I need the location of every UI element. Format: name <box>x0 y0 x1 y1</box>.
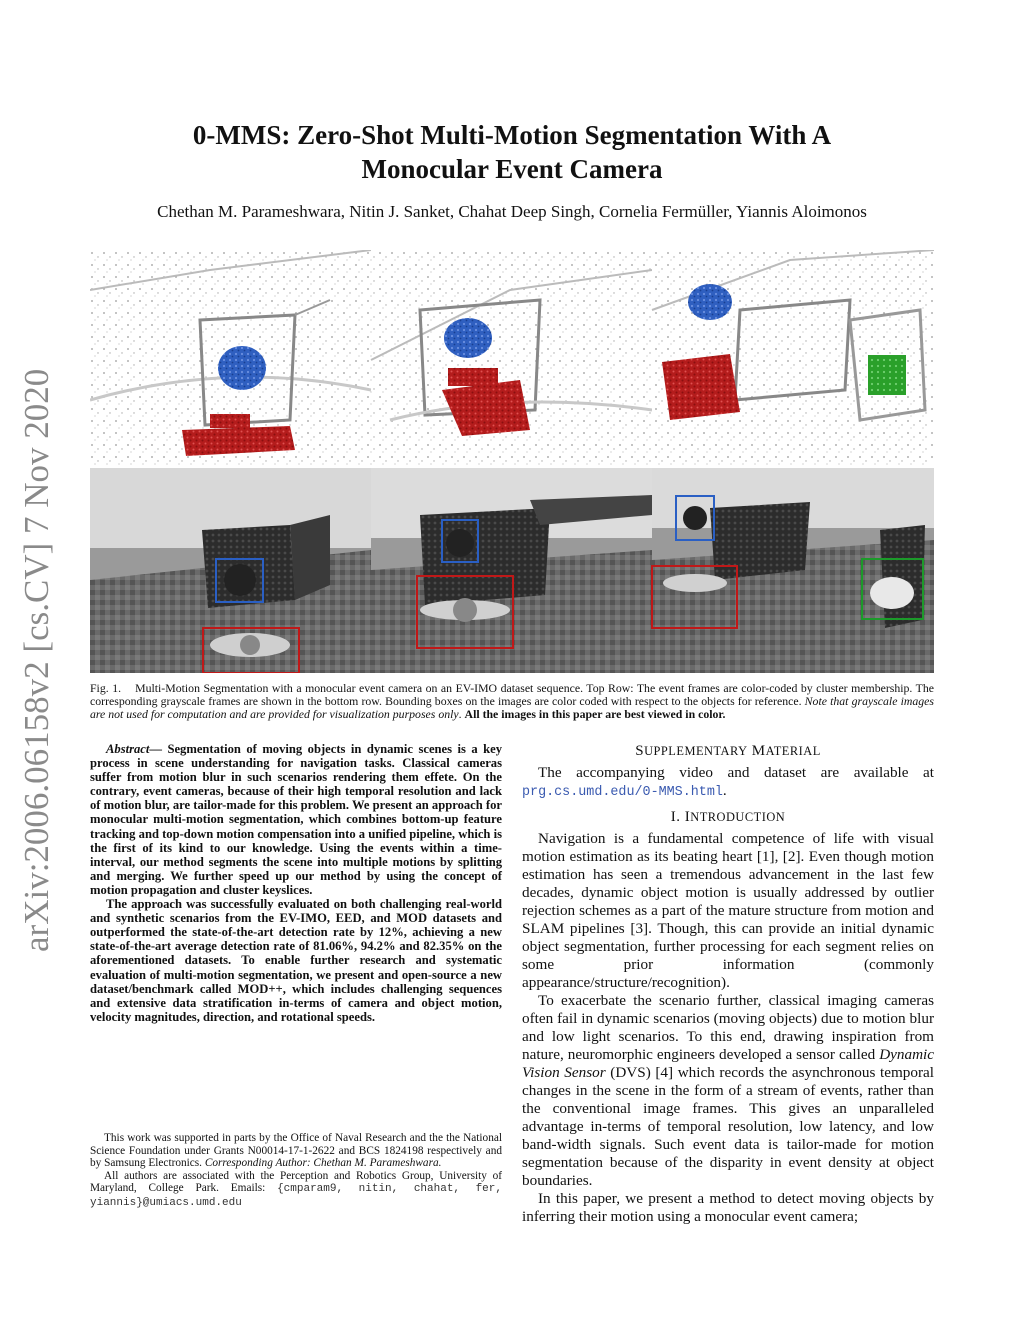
figure-caption: Fig. 1. Multi-Motion Segmentation with a monocular event camera on an EV-IMO dataset sequence. Top Row: The event frames are color-coded by cluster membership. The corresponding grayscale frames are shown in the bottom row. Bounding boxes on the images are color coded with respect to the objects for reference. Note that grayscale images are not used for computation and are provided for visualization purposes only. All the images in this paper are best viewed in color. <box>90 681 935 722</box>
grayscale-frame-3 <box>652 468 934 673</box>
title-line-1: 0-MMS: Zero-Shot Multi-Motion Segmentation With A <box>192 120 832 150</box>
caption-bold: All the images in this paper are best viewed in color. <box>464 707 726 722</box>
caption-label: Fig. 1. <box>90 681 122 695</box>
grayscale-frame-1 <box>90 468 371 673</box>
supplementary-link[interactable]: prg.cs.umd.edu/0-MMS.html <box>522 785 723 800</box>
intro-paragraph-1: Navigation is a fundamental competence of life with visual motion estimation as its beating heart [1], [2]. Even though motion estimation has seen a tremendous advancement in the last few decades, dynamic object motion is usually addressed by outlier rejection schemes as a part of the mature structure from motion and SLAM pipelines [3]. Though, this can provide an initial dynamic object segmentation, further processing for each segment relies on some prior information (commonly appearance/structure/recognition). <box>522 830 934 991</box>
title-line-2: Monocular Event Camera <box>361 154 663 184</box>
event-frame-3 <box>652 250 934 468</box>
intro-paragraph-2a: To exacerbate the scenario further, classical imaging cameras often fail in dynamic scenarios (moving objects) due to motion blur and low light scenarios. To this end, drawing inspiration from nature, neuromorphic engineers developed a sensor called <box>522 992 934 1063</box>
figure-1 <box>90 250 934 673</box>
event-frame-1 <box>90 250 371 468</box>
abstract-label: Abstract <box>106 742 150 756</box>
footnote-funding: This work was supported in parts by the Office of Naval Research and the the National Science Foundation under Grants N00014-17-1-2622 and BCS 1824198 respectively and by Samsung Electronics. <box>90 1132 502 1170</box>
footnote-corresponding: Corresponding Author: Chethan M. Parameshwara. <box>204 1157 442 1170</box>
abstract <box>90 742 502 1024</box>
arxiv-stamp: arXiv:2006.06158v2 [cs.CV] 7 Nov 2020 <box>17 368 56 952</box>
paper-title <box>110 118 914 186</box>
abstract-dash: — <box>149 742 162 756</box>
supplementary-heading: SUPPLEMENTARY MATERIAL <box>635 743 821 759</box>
grayscale-frame-2 <box>371 468 652 673</box>
supplementary-text: The accompanying video and dataset are available at <box>538 764 934 781</box>
footnote-emails: {cmparam9, nitin, chahat, fer, yiannis}@umiacs.umd.edu <box>90 1183 502 1209</box>
caption-italic: Note that grayscale images are not used for computation and are provided for visualization purposes only <box>90 694 935 722</box>
abstract-paragraph-1: Segmentation of moving objects in dynamic scenes is a key process in scene understanding for navigation tasks. Classical cameras suffer from motion blur in such scenarios rendering them effete. On the contrary, event cameras, because of their high temporal resolution and lack of motion blur, are tailor-made for this problem. We present an approach for monocular multi-motion segmentation, which combines bottom-up feature tracking and top-down motion compensation into a unified pipeline, which is the first of its kind to our knowledge. Using the events within a time-interval, our method segments the scene into multiple motions by splitting and merging. We further speed up our method by using the concept of motion propagation and cluster keyslices. <box>90 742 502 897</box>
footnote-affiliation: All authors are associated with the Perception and Robotics Group, University of Maryland, College Park. Emails: <box>90 1169 502 1195</box>
caption-text: Multi-Motion Segmentation with a monocular event camera on an EV-IMO dataset sequence. Top Row: The event frames are color-coded by cluster membership. The corresponding grayscale frames are shown in the bottom row. Bounding boxes on the images are color coded with respect to the objects for reference. <box>90 681 935 709</box>
intro-paragraph-3: In this paper, we present a method to detect moving objects by inferring their motion using a monocular event camera; <box>522 1190 934 1225</box>
introduction-heading: I. INTRODUCTION <box>670 809 786 825</box>
intro-dvs-term: Dynamic Vision Sensor <box>522 1046 935 1081</box>
right-column: SUPPLEMENTARY MATERIAL The accompanying video and dataset are available at prg.cs.umd.edu/0-MMS.html. I. INTRODUCTION Navigation is a fundamental competence of life with visual motion estimation as its beating heart [1], [2]. Even though motion estimation has seen a tremendous advancement in the last few decades, dynamic object motion is usually addressed by outlier rejection schemes as a part of the mature structure from motion and SLAM pipelines [3]. Though, this can provide an initial dynamic object segmentation, further processing for each segment relies on some prior information (commonly appearance/structure/recognition). To exacerbate the scenario further, classical imaging cameras often fail in dynamic scenarios (moving objects) due to motion blur and low light scenarios. To this end, drawing inspiration from nature, neuromorphic engineers developed a sensor called Dynamic Vision Sensor (DVS) [4] which records the asynchronous temporal changes in the scene in the form of a stream of events, rather than the conventional image frames. This gives an unparalleled advantage in-terms of temporal resolution, low latency, and low band-width signals. Such event data is tailor-made for motion segmentation because of the disparity in event density at object boundaries. In this paper, we present a method to detect moving objects by inferring their motion using a monocular event camera; <box>522 743 935 1225</box>
intro-paragraph-2b: (DVS) [4] which records the asynchronous temporal changes in the scene in the form of a stream of events, rather than the conventional image frames. This gives an unparalleled advantage in-terms of temporal resolution, low latency, and low band-width signals. Such event data is tailor-made for motion segmentation because of the disparity in event density at object boundaries. <box>522 1064 935 1189</box>
author-list: Chethan M. Parameshwara, Nitin J. Sanket, Chahat Deep Singh, Cornelia Fermüller, Yiannis Aloimonos <box>157 202 867 221</box>
footnote <box>90 1132 502 1210</box>
event-frame-2 <box>371 250 652 468</box>
abstract-paragraph-2: The approach was successfully evaluated on both challenging real-world and synthetic scenarios from the EV-IMO, EED, and MOD datasets and outperformed the state-of-the-art detection rate by 12%, achieving a new state-of-the-art average detection rate of 81.06%, 94.2% and 82.35% on the aforementioned datasets. To enable further research and systematic evaluation of multi-motion segmentation, we present and open-source a new dataset/benchmark called MOD++, which includes challenging sequences and extensive data stratification in-terms of camera and object motion, velocity magnitudes, direction, and rotational speeds. <box>90 897 502 1024</box>
